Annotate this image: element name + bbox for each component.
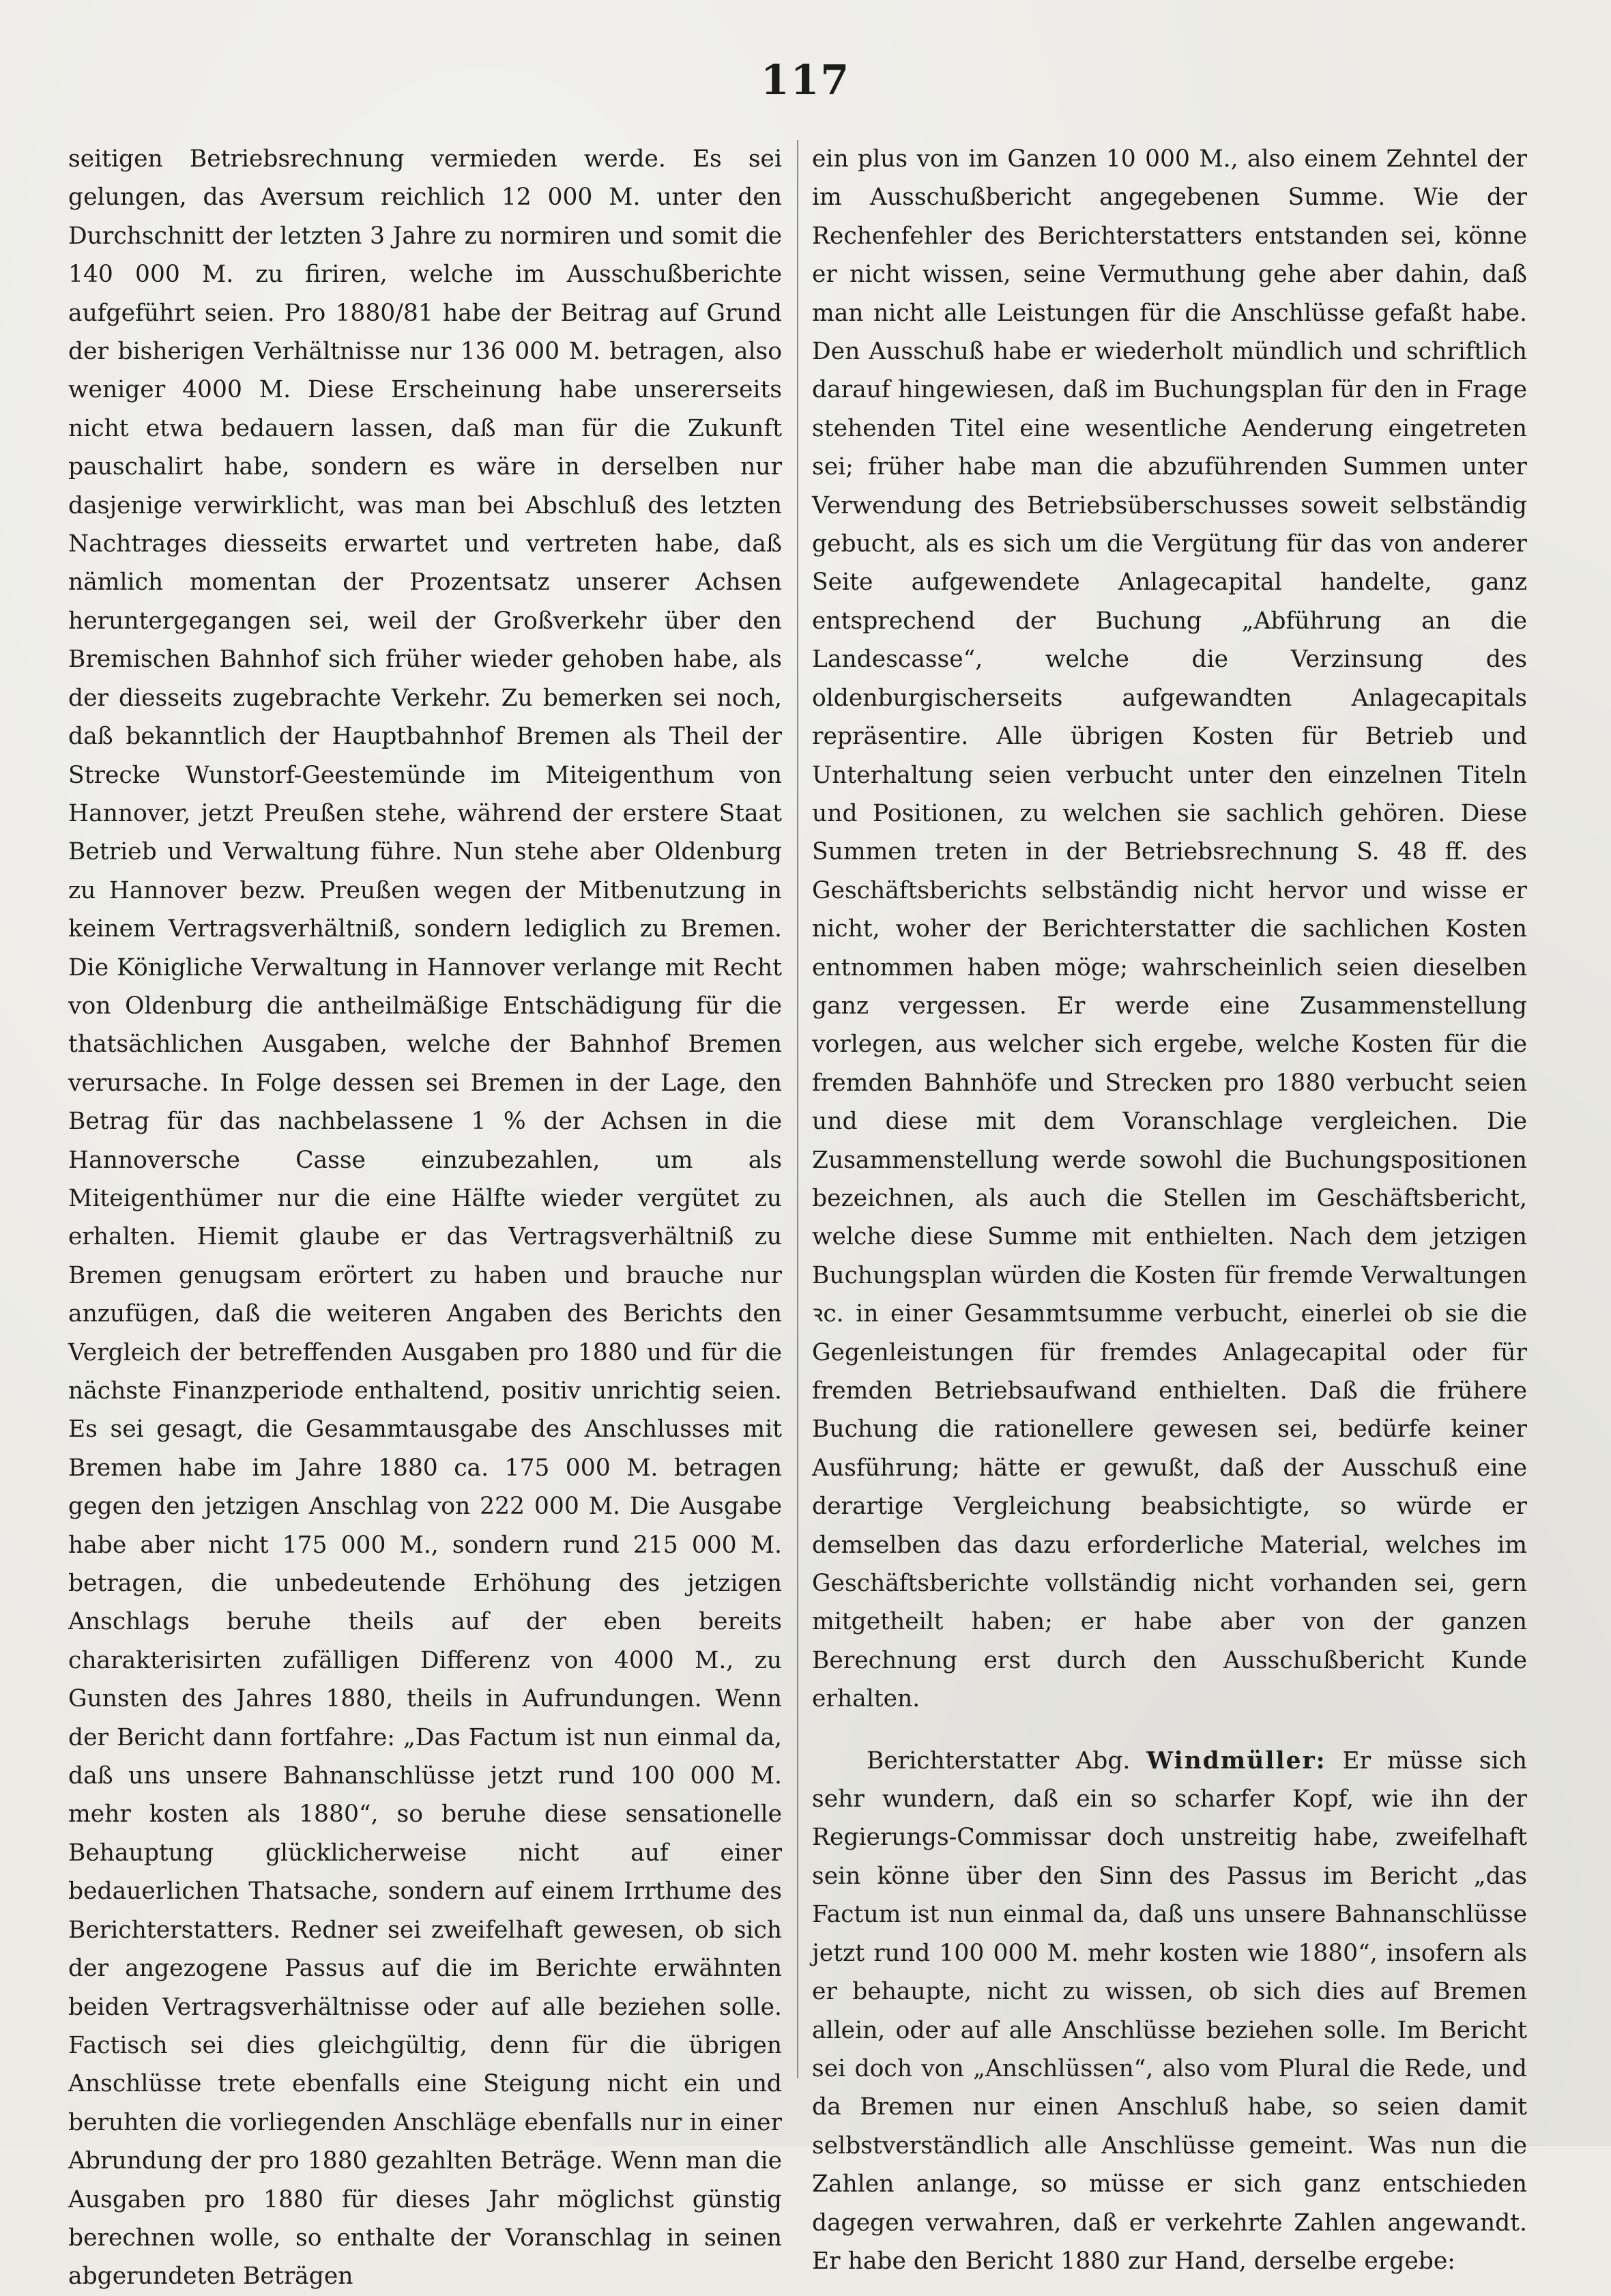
page-number: 117 <box>760 57 851 104</box>
left-column <box>68 140 782 2291</box>
right-paragraph-1: ein plus von im Ganzen 10 000 M., also einem Zehntel der im Ausschußbericht angegebenen Summe. Wie der Rechenfehler des Berichterstatters entstanden sei, könne er nicht wissen, seine Vermuthung gehe aber dahin, daß man nicht alle Leistungen für die Anschlüsse gefaßt habe. Den Ausschuß habe er wiederholt mündlich und schriftlich darauf hingewiesen, daß im Buchungsplan für den in Frage stehenden Titel eine wesentliche Aenderung eingetreten sei; früher habe man die abzuführenden Summen unter Verwendung des Betriebsüberschusses soweit selbständig gebucht, als es sich um die Vergütung für das von anderer Seite aufgewendete Anlagecapital handelte, ganz entsprechend der Buchung „Abführung an die Landescasse“, welche die Verzinsung des oldenburgischerseits aufgewandten Anlagecapitals repräsentire. Alle übrigen Kosten für Betrieb und Unterhaltung seien verbucht unter den einzelnen Titeln und Positionen, zu welchen sie sachlich gehören. Diese Summen treten in der Betriebsrechnung S. 48 ff. des Geschäftsberichts selbständig nicht hervor und wisse er nicht, woher der Berichterstatter die sachlichen Kosten entnommen haben möge; wahrscheinlich seien dieselben ganz vergessen. Er werde eine Zusammenstellung vorlegen, aus welcher sich ergebe, welche Kosten für die fremden Bahnhöfe und Strecken pro 1880 verbucht seien und diese mit dem Voranschlage vergleichen. Die Zusammenstellung werde sowohl die Buchungspositionen bezeichnen, als auch die Stellen im Geschäftsbericht, welche diese Summe mit enthielten. Nach dem jetzigen Buchungsplan würden die Kosten für fremde Verwaltungen ꝛc. in einer Gesammtsumme verbucht, einerlei ob sie die Gegenleistungen für fremdes Anlagecapital oder für fremden Betriebsaufwand enthielten. Daß die frühere Buchung die rationellere gewesen sei, bedürfe keiner Ausführung; hätte er gewußt, daß der Ausschuß eine derartige Vergleichung beabsichtigte, so würde er demselben das dazu erforderliche Material, welches im Geschäftsberichte vollständig nicht vorhanden sei, gern mitgetheilt haben; er habe aber von der ganzen Berechnung erst durch den Ausschußbericht Kunde erhalten. <box>812 145 1527 1713</box>
column-divider <box>797 140 798 2078</box>
right-column <box>812 140 1528 2275</box>
right-paragraph-2-text: Er müsse sich sehr wundern, daß ein so scharfer Kopf, wie ihn der Regierungs-Commissar doch unstreitig habe, zweifelhaft sein könne über den Sinn des Passus im Bericht „das Factum ist nun einmal da, daß uns unsere Bahnanschlüsse jetzt rund 100 000 M. mehr kosten wie 1880“, insofern als er behaupte, nicht zu wissen, ob sich dies auf Bremen allein, oder auf alle Anschlüsse beziehen solle. Im Bericht sei doch von „Anschlüssen“, also vom Plural die Rede, und da Bremen nur einen Anschluß habe, so seien damit selbstverständlich alle Anschlüsse gemeint. Was nun die Zahlen anlange, so müsse er sich ganz entschieden dagegen verwahren, daß er verkehrte Zahlen angewandt. Er habe den Bericht 1880 zur Hand, derselbe ergebe: <box>812 1747 1528 2275</box>
right-paragraph-2 <box>812 1742 1527 2281</box>
speaker-prefix: Berichterstatter Abg. <box>867 1747 1131 1775</box>
speaker-name: Windmüller: <box>1146 1747 1326 1775</box>
left-paragraph-1: seitigen Betriebsrechnung vermieden werde. Es sei gelungen, das Aversum reichlich 12 000 M. unter den Durchschnitt der letzten 3 Jahre zu normiren und somit die 140 000 M. zu firiren, welche im Ausschußberichte aufgeführt seien. Pro 1880/81 habe der Beitrag auf Grund der bisherigen Verhältnisse nur 136 000 M. betragen, also weniger 4000 M. Diese Erscheinung habe unsererseits nicht etwa bedauern lassen, daß man für die Zukunft pauschalirt habe, sondern es wäre in derselben nur dasjenige verwirklicht, was man bei Abschluß des letzten Nachtrages diesseits erwartet und vertreten habe, daß nämlich momentan der Prozentsatz unserer Achsen heruntergegangen sei, weil der Großverkehr über den Bremischen Bahnhof sich früher wieder gehoben habe, als der diesseits zugebrachte Verkehr. Zu bemerken sei noch, daß bekanntlich der Hauptbahnhof Bremen als Theil der Strecke Wunstorf-Geestemünde im Miteigenthum von Hannover, jetzt Preußen stehe, während der erstere Staat Betrieb und Verwaltung führe. Nun stehe aber Oldenburg zu Hannover bezw. Preußen wegen der Mitbenutzung in keinem Vertragsverhältniß, sondern lediglich zu Bremen. Die Königliche Verwaltung in Hannover verlange mit Recht von Oldenburg die antheilmäßige Entschädigung für die thatsächlichen Ausgaben, welche der Bahnhof Bremen verursache. In Folge dessen sei Bremen in der Lage, den Betrag für das nachbelassene 1 % der Achsen in die Hannoversche Casse einzubezahlen, um als Miteigenthümer nur die eine Hälfte wieder vergütet zu erhalten. Hiemit glaube er das Vertragsverhältniß zu Bremen genugsam erörtert zu haben und brauche nur anzufügen, daß die weiteren Angaben des Berichts den Vergleich der betreffenden Ausgaben pro 1880 und für die nächste Finanzperiode enthaltend, positiv unrichtig seien. Es sei gesagt, die Gesammtausgabe des Anschlusses mit Bremen habe im Jahre 1880 ca. 175 000 M. betragen gegen den jetzigen Anschlag von 222 000 M. Die Ausgabe habe aber nicht 175 000 M., sondern rund 215 000 M. betragen, die unbedeutende Erhöhung des jetzigen Anschlags beruhe theils auf der eben bereits charakterisirten zufälligen Differenz von 4000 M., zu Gunsten des Jahres 1880, theils in Aufrundungen. Wenn der Bericht dann fortfahre: „Das Factum ist nun einmal da, daß uns unsere Bahnanschlüsse jetzt rund 100 000 M. mehr kosten als 1880“, so beruhe diese sensationelle Behauptung glücklicherweise nicht auf einer bedauerlichen Thatsache, sondern auf einem Irrthume des Berichterstatters. Redner sei zweifelhaft gewesen, ob sich der angezogene Passus auf die im Berichte erwähnten beiden Vertragsverhältnisse oder auf alle beziehen solle. Factisch sei dies gleichgültig, denn für die übrigen Anschlüsse trete ebenfalls eine Steigung nicht ein und beruhten die vorliegenden Anschläge ebenfalls nur in einer Abrundung der pro 1880 gezahlten Beträge. Wenn man die Ausgaben pro 1880 für dieses Jahr möglichst günstig berechnen wolle, so enthalte der Voranschlag in seinen abgerundeten Beträgen <box>68 145 782 2291</box>
